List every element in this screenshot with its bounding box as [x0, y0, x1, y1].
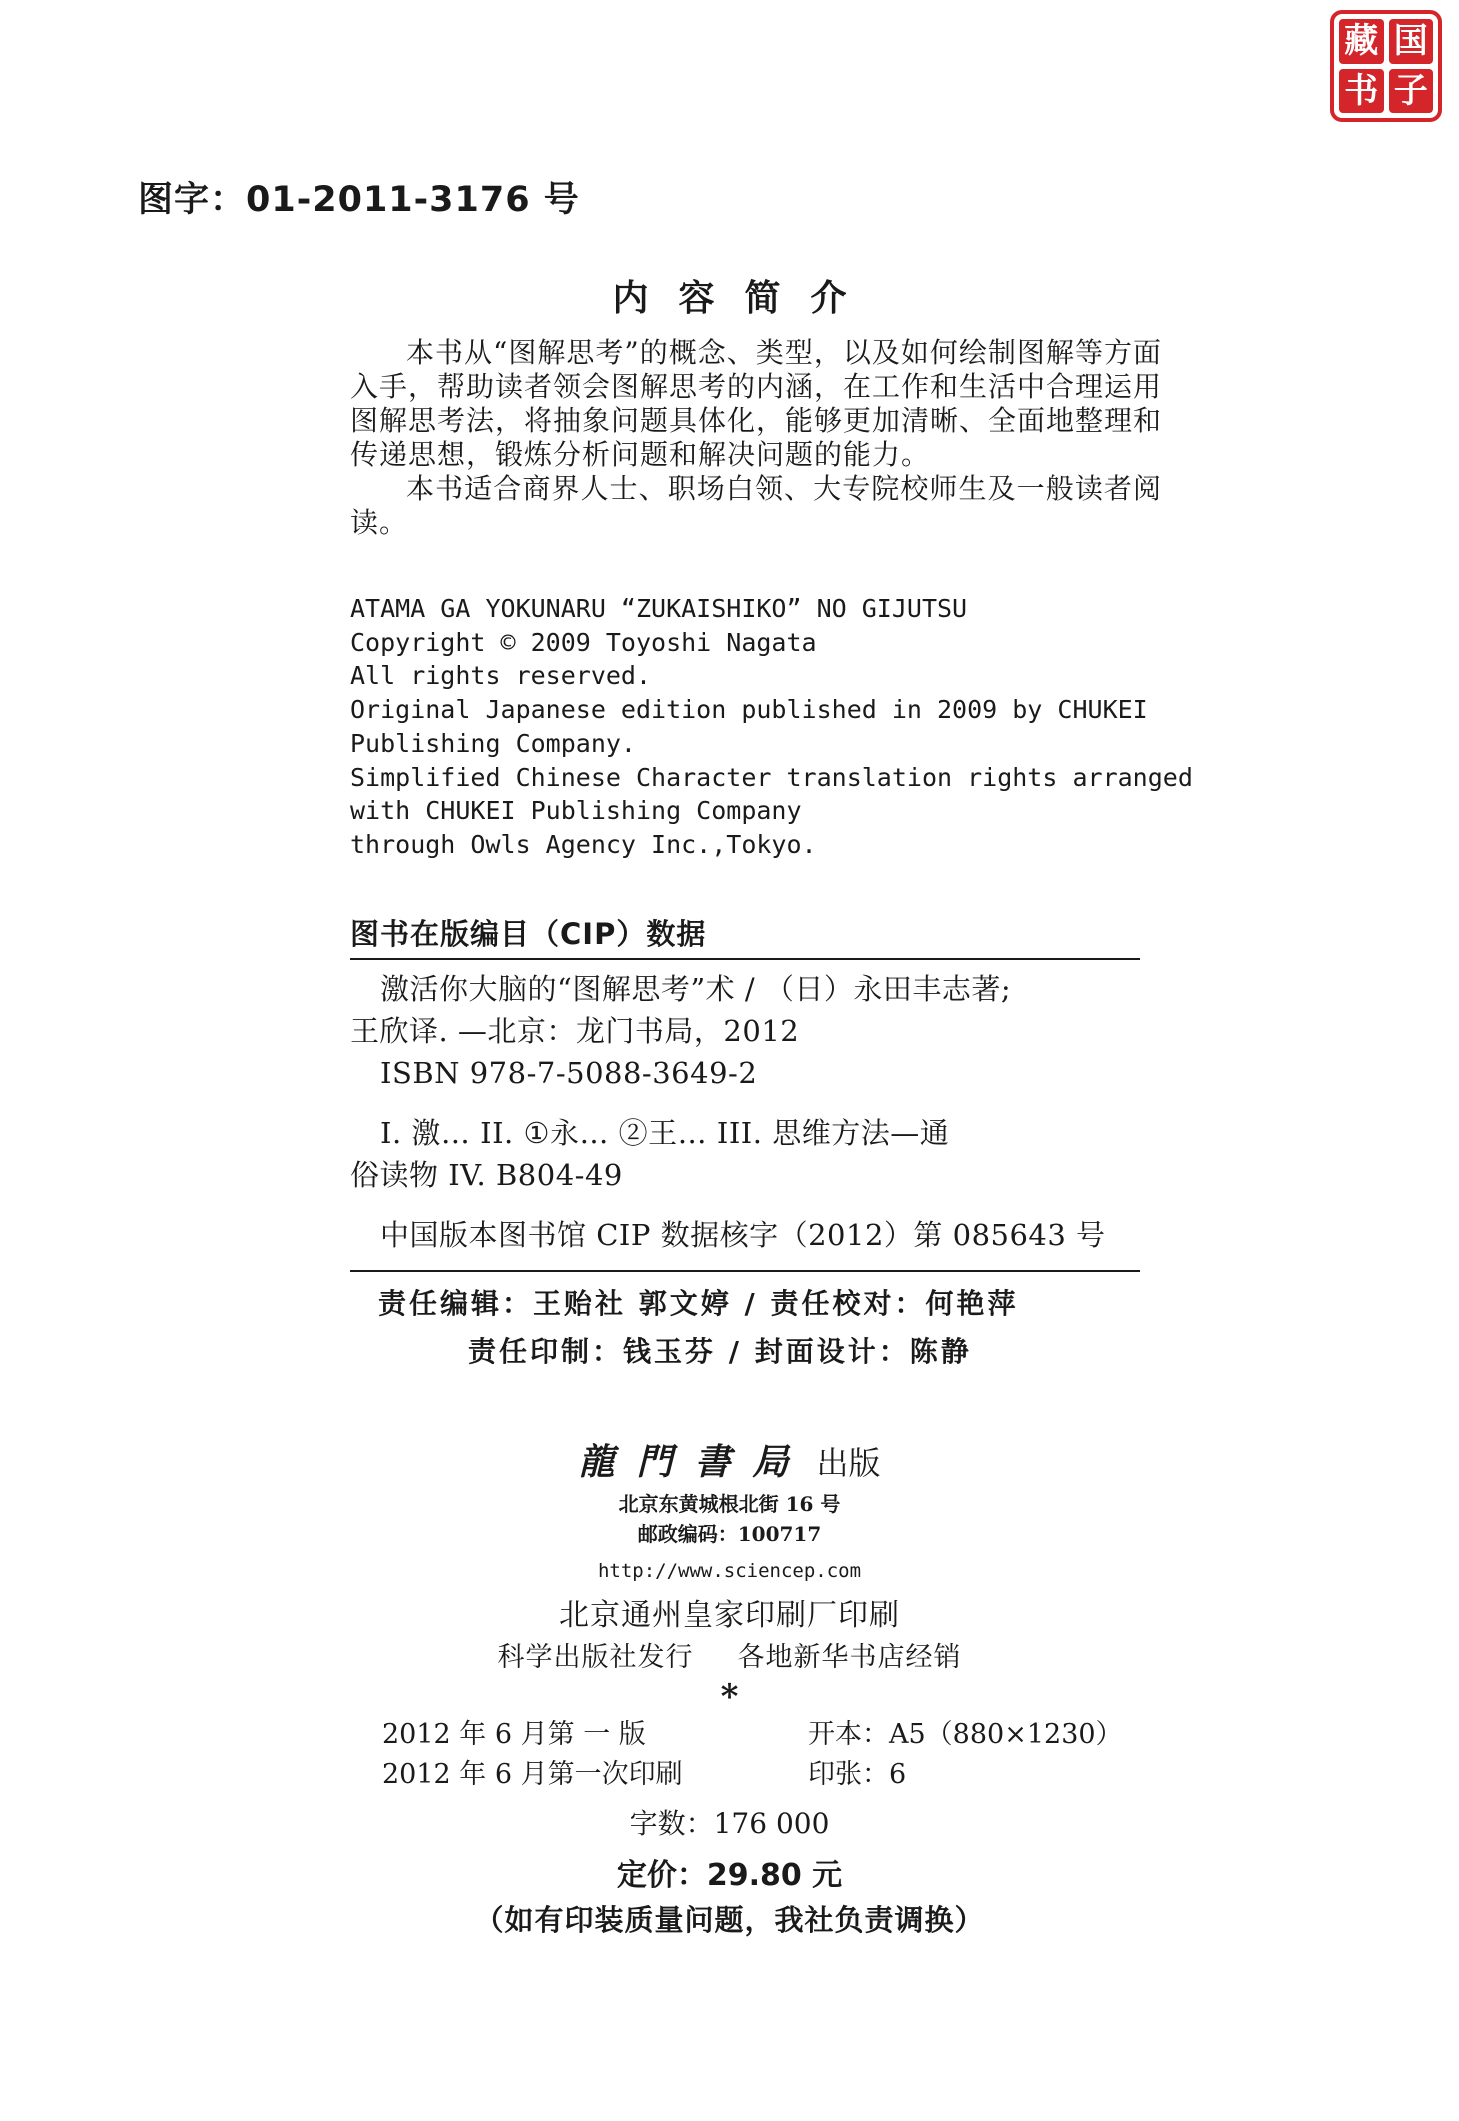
- credits-line: 责任印制：钱玉芬 / 封面设计：陈静: [468, 1335, 972, 1368]
- word-count: 字数：176 000: [629, 1807, 830, 1840]
- printing-date: 2012 年 6 月第一次印刷: [382, 1759, 683, 1790]
- publisher-colophon: [0, 1440, 1459, 1715]
- cip-classification-line: I. 激… II. ①永… ②王… III. 思维方法—通: [380, 1116, 950, 1150]
- cip-bottom-rule: [350, 1270, 1140, 1272]
- publisher-url: http://www.sciencep.com: [597, 1560, 862, 1582]
- copyright-line: Simplified Chinese Character translation rights arranged: [350, 762, 1193, 792]
- distributor: 科学出版社发行: [497, 1642, 694, 1673]
- copyright-registration-number: 图字：01-2011-3176 号: [138, 180, 580, 220]
- edition-date: 2012 年 6 月第 一 版: [382, 1719, 646, 1750]
- copyright-line: through Owls Agency Inc.,Tokyo.: [350, 829, 817, 859]
- cip-data-block: [350, 968, 1150, 1256]
- copyright-line: Original Japanese edition published in 2009 by CHUKEI: [350, 695, 1148, 725]
- copyright-line: with CHUKEI Publishing Company: [350, 796, 802, 826]
- credits-line: 责任编辑：王贻社 郭文婷 / 责任校对：何艳萍: [378, 1287, 1019, 1320]
- cip-title-line: 激活你大脑的“图解思考”术 / （日）永田丰志著;: [380, 972, 1012, 1006]
- printer: 北京通州皇家印刷厂印刷: [559, 1598, 900, 1633]
- summary-text: [350, 336, 1162, 540]
- seal-char: 书: [1339, 69, 1384, 114]
- publisher-suffix: 出版: [816, 1444, 881, 1482]
- summary-title: 内容简介: [612, 278, 877, 319]
- cip-translator-line: 王欣译. —北京：龙门书局，2012: [350, 1014, 800, 1048]
- copyright-line: ATAMA GA YOKUNARU “ZUKAISHIKO” NO GIJUTSU: [350, 594, 968, 623]
- distribution-line: [0, 1637, 1459, 1679]
- seal-char: 藏: [1339, 19, 1384, 64]
- copyright-line: All rights reserved.: [350, 661, 652, 691]
- publisher-logo: 龍門書局: [578, 1441, 811, 1483]
- cip-isbn: ISBN 978-7-5088-3649-2: [380, 1056, 758, 1090]
- copyright-notice: [350, 592, 1250, 862]
- cip-approval-number: 中国版本图书馆 CIP 数据核字（2012）第 085643 号: [380, 1218, 1106, 1252]
- publisher-address: 北京东黄城根北街 16 号: [618, 1492, 841, 1516]
- price: 定价：29.80 元: [616, 1858, 843, 1893]
- cip-heading: 图书在版编目（CIP）数据: [350, 917, 707, 951]
- copyright-line: Publishing Company.: [350, 728, 636, 758]
- publisher-postcode: 邮政编码：100717: [637, 1522, 822, 1546]
- summary-paragraph: 本书适合商界人士、职场白领、大专院校师生及一般读者阅读。: [350, 472, 1162, 539]
- printed-sheets: 印张：6: [808, 1759, 907, 1790]
- publisher-line: [0, 1440, 1459, 1485]
- seller: 各地新华书店经销: [737, 1642, 962, 1673]
- quality-notice: （如有印装质量问题，我社负责调换）: [474, 1903, 985, 1937]
- cip-top-rule: [350, 958, 1140, 960]
- seal-char: 子: [1389, 69, 1434, 114]
- page-format: 开本：A5（880×1230）: [808, 1719, 1123, 1750]
- summary-paragraph: 本书从“图解思考”的概念、类型，以及如何绘制图解等方面入手，帮助读者领会图解思考的内涵，在工作和生活中合理运用图解思考法，将抽象问题具体化，能够更加清晰、全面地整理和传递思想，锻炼分析问题和解决问题的能力。: [350, 336, 1163, 471]
- seal-char: 国: [1389, 19, 1434, 64]
- copyright-line: Copyright © 2009 Toyoshi Nagata: [350, 627, 817, 657]
- seal-stamp: [1330, 10, 1442, 122]
- cip-classification-line: 俗读物 IV. B804-49: [350, 1158, 623, 1192]
- separator-asterisk: *: [720, 1677, 739, 1717]
